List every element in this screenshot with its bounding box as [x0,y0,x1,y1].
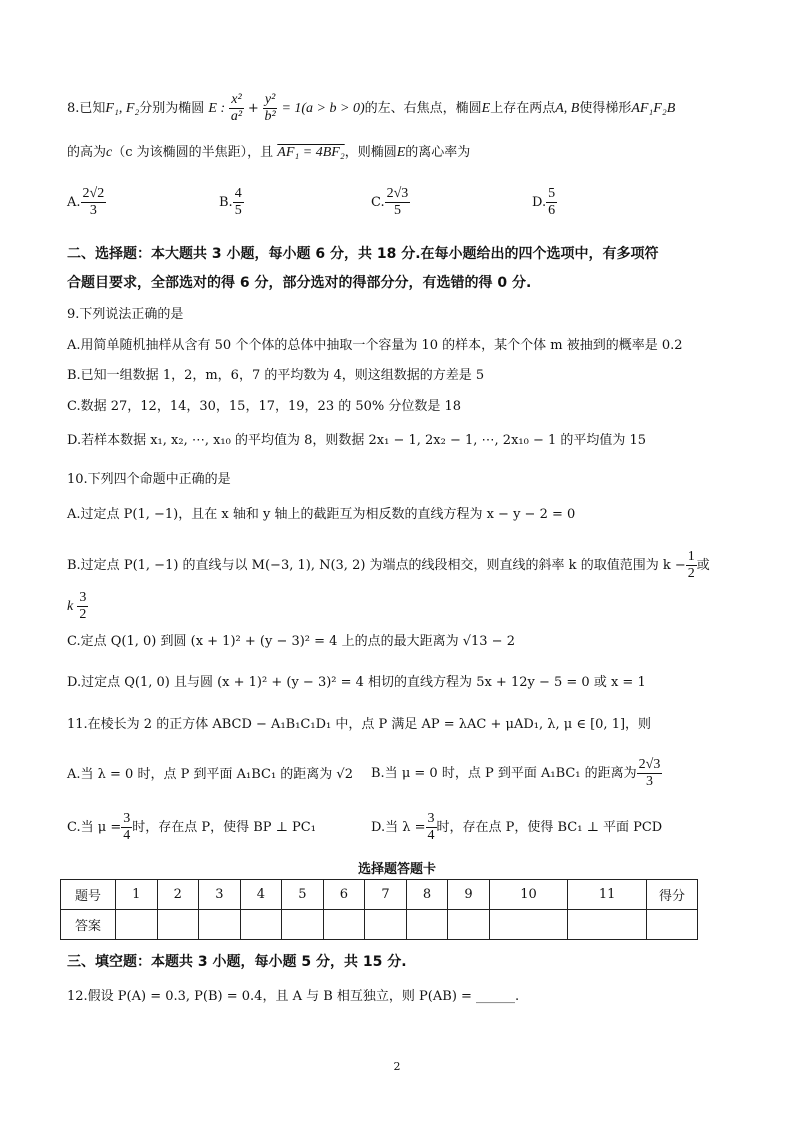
q8-option-c: C. $\frac{2√3}{5}$ [371,186,409,218]
q8-trapezoid: AF₁F₂B [631,101,676,116]
q8-condition: = 1(a > b > 0) [281,101,365,116]
q8-ab: A, B [555,101,580,116]
section2-line2: 合题目要求，全部选对的得 6 分，部分选对的得部分分，有选错的得 0 分. [67,275,532,291]
answer-slot[interactable] [489,910,568,940]
q8-option-a: A. $\frac{2√2}{3}$ [67,186,105,218]
q9-option-c: C.数据 27，12，14，30，15，17，19，23 的 50% 分位数是 18 [67,399,462,414]
answer-slot[interactable] [157,910,199,940]
answer-card-answer-row [61,910,698,940]
q9-stem: 9.下列说法正确的是 [67,307,184,322]
answer-card-cell: 1 [116,880,158,910]
q11-option-a: A.当 λ = 0 时，点 P 到平面 A₁BC₁ 的距离为 √2 [67,767,353,782]
answer-card-cell: 2 [157,880,199,910]
q8-option-b: B. $\frac{4}{5}$ [219,186,242,218]
answer-card-header-row [61,880,698,910]
q8-frac-x: $\frac{\text{x²}}{\text{a²}}$ [230,92,243,124]
answer-card-cell: 4 [240,880,282,910]
answer-card-cell: 题号 [61,880,116,910]
answer-slot[interactable] [199,910,241,940]
answer-slot[interactable] [365,910,407,940]
q10-stem: 10.下列四个命题中正确的是 [67,472,231,487]
q8-suffix2: 上存在两点 [490,101,556,116]
q8-line1 [67,92,734,125]
answer-card-cell: 6 [323,880,365,910]
answer-slot[interactable] [406,910,448,940]
section3-heading: 三、填空题：本题共 3 小题，每小题 5 分，共 15 分. [67,954,407,970]
answer-slot[interactable] [282,910,324,940]
q8-option-d: D. $\frac{5}{6}$ [532,186,556,218]
answer-card-cell: 9 [448,880,490,910]
q10-option-c: C.定点 Q(1, 0) 到圆 (x + 1)² + (y − 3)² = 4 上的点的最大距离为 √13 − 2 [67,634,515,649]
q11-stem: 11.在棱长为 2 的正方体 ABCD − A₁B₁C₁D₁ 中，点 P 满足 AP = λAC + μAD₁, λ, μ ∈ [0, 1]，则 [67,717,652,732]
q9-option-a: A.用简单随机抽样从含有 50 个个体的总体中抽取一个容量为 10 的样本，某个个体 m 被抽到的概率是 0.2 [67,338,683,353]
q10-option-b: B.过定点 P(1, −1) 的直线与以 M(−3, 1), N(3, 2) 为端点的线段相交，则直线的斜率 k 的取值范围为 k − $\frac{1}{2}$ 或 [67,549,710,581]
answer-card-table [60,879,698,940]
answer-card-cell: 10 [489,880,568,910]
answer-card-cell: 得分 [647,880,698,910]
q8-suffix: 的左、右焦点，椭圆 [364,101,482,116]
page-number: 2 [393,1060,401,1073]
section2-line1: 二、选择题：本大题共 3 小题，每小题 6 分，共 18 分.在每小题给出的四个选项中，有多项符 [67,246,659,262]
answer-card-cell: 答案 [61,910,116,940]
answer-card-cell: 7 [365,880,407,910]
q8-suffix3: 使得梯形 [579,101,632,116]
answer-slot[interactable] [323,910,365,940]
q12: 12.假设 P(A) = 0.3, P(B) = 0.4，且 A 与 B 相互独立，则 P(AB) = ______. [67,989,520,1004]
q8-foci: F₁, F₂ [105,101,140,116]
answer-card-cell: 3 [199,880,241,910]
q8-e: E [481,101,491,116]
q9-option-b: B.已知一组数据 1，2，m，6，7 的平均数为 4，则这组数据的方差是 5 [67,368,485,383]
q11-option-b: B.当 μ = 0 时，点 P 到平面 A₁BC₁ 的距离为 $\frac{2√3}{3}$ [371,757,661,789]
q8-prefix: 8.已知 [67,101,106,116]
q10-option-d: D.过定点 Q(1, 0) 且与圆 (x + 1)² + (y − 3)² = 4 相切的直线方程为 5x + 12y − 5 = 0 或 x = 1 [67,675,646,690]
answer-card-cell: 8 [406,880,448,910]
answer-slot[interactable] [240,910,282,940]
q8-ellipse-lhs: E : [208,101,226,116]
q10-option-a: A.过定点 P(1, −1)，且在 x 轴和 y 轴上的截距互为相反数的直线方程为 x − y − 2 = 0 [67,507,576,522]
answer-slot[interactable] [568,910,647,940]
answer-card-title: 选择题答题卡 [357,862,436,877]
answer-slot[interactable] [448,910,490,940]
answer-card-cell: 5 [282,880,324,910]
answer-card-cell: 11 [568,880,647,910]
q8-mid: 分别为椭圆 [139,101,205,116]
q11-option-c: C.当 μ = $\frac{3}{4}$ 时，存在点 P，使得 BP ⊥ PC₁ [67,811,316,843]
answer-slot[interactable] [116,910,158,940]
q9-option-d: D.若样本数据 x₁, x₂, ⋯, x₁₀ 的平均值为 8，则数据 2x₁ − 1, 2x₂ − 1, ⋯, 2x₁₀ − 1 的平均值为 15 [67,433,647,448]
answer-slot[interactable] [647,910,698,940]
q8-line2: 的高为c（c 为该椭圆的半焦距），且 AF₁ = 4BF₂，则椭圆E的离心率为 [67,145,471,160]
q8-frac-y: $\frac{\text{y²}}{\text{b²}}$ [264,92,276,124]
q11-option-d: D.当 λ = $\frac{3}{4}$ 时，存在点 P，使得 BC₁ ⊥ 平面 PCD [371,811,663,843]
q8-vector-eq: AF₁ = 4BF₂ [277,145,345,160]
q10-option-b-cont: k $\frac{3}{2}$ [67,590,87,622]
q8-plus: + [247,101,259,116]
